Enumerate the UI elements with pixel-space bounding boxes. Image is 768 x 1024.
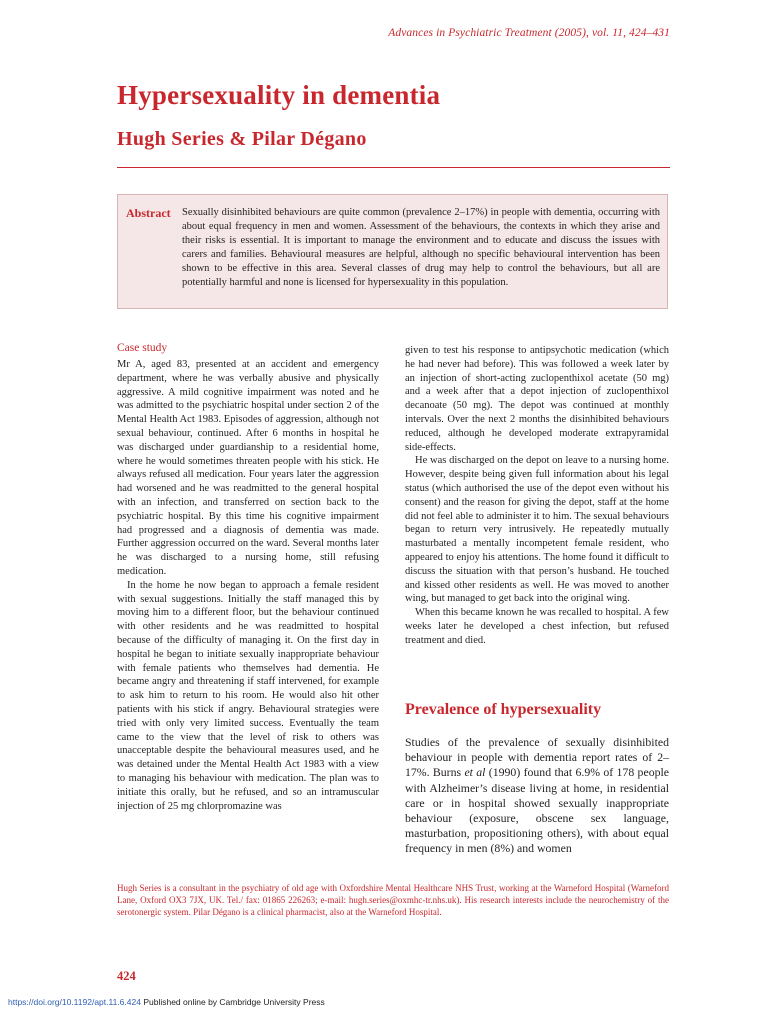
prevalence-text-italic: et al (464, 765, 486, 780)
case-paragraph-5: When this became known he was recalled to hospital. A few weeks later he developed a chest infection, but refused treatment and died. (405, 607, 669, 646)
prevalence-text-after: (1990) found that 6.9% of 178 people with Alzheimer’s disease living at home, in residential care or in hospital showed sexually inappropriate behaviour (exposure, obscene sex language, masturbation, propositioning others), with about equal frequency in men (8%) and women (405, 765, 670, 856)
abstract-text: Sexually disinhibited behaviours are quite common (prevalence 2–17%) in people with dementia, occurring with about equal frequency in men and women. Assessment of the behaviours, the contexts in which they arise and their risks is essential. It is important to manage the environment and to educate and discuss the issues with carers and families. Behavioural measures are helpful, although no specific behavioural intervention has been shown to be effective in this area. Several classes of drug may help to control the behaviours, but all are potentially harmful and none is licensed for hypersexuality in this population. (182, 207, 660, 288)
article-title: Hypersexuality in dementia (117, 80, 441, 110)
journal-citation: Advances in Psychiatric Treatment (2005), vol. 11, 424–431 (388, 27, 670, 39)
prevalence-paragraph (405, 735, 669, 857)
page-number: 424 (117, 969, 136, 983)
title-divider (117, 167, 670, 168)
prevalence-text-before: Studies of the prevalence of sexually disinhibited behaviour in people with dementia report rates of 2–17%. Burns (405, 735, 669, 780)
doi-published-text: Published online by Cambridge University Press (140, 997, 325, 1007)
abstract-box (117, 194, 668, 309)
case-paragraph-2: In the home he now began to approach a female resident with sexual suggestions. Initially the staff managed this by moving him to a different floor, but the behaviour continued with other residents and he was readmitted to hospital because of the difficulty of managing it. On the first day in hospital he began to initiate sexually inappropriate behaviour with female patients who themselves had dementia. He became angry and threatening if staff intervened, for example to ask him to return to his room. He would also hit other patients with his stick if angry. Behavioural strategies were tried with only very limited success. Eventually the team came to the view that the level of risk to others was unacceptable despite the behavioural measures used, and he was detained under the Mental Health Act 1983 with a view to managing his behaviour with medication. The plan was to initiate this orally, but he refused, and so an intramuscular injection of 25 mg chlorpromazine was (117, 579, 379, 812)
abstract-label: Abstract (126, 206, 171, 220)
doi-link[interactable]: https://doi.org/10.1192/apt.11.6.424 (8, 997, 141, 1007)
prevalence-heading: Prevalence of hypersexuality (405, 701, 602, 718)
right-column (405, 344, 669, 648)
case-paragraph-3: given to test his response to antipsychotic medication (which he had never had before). This was followed a week later by an injection of short-acting zuclopenthixol acetate (50 mg) and a week after that a depot injection of zuclopenthixol decanoate (50 mg). The depot was continued at monthly intervals. Over the next 2 months the disinhibited behaviours reduced, although he developed moderate extrapyramidal side-effects. (405, 345, 669, 453)
doi-bar (8, 997, 325, 1007)
case-study-heading: Case study (117, 342, 168, 354)
prevalence-text (405, 735, 669, 857)
article-authors: Hugh Series & Pilar Dégano (117, 128, 367, 150)
author-footnote: Hugh Series is a consultant in the psychiatry of old age with Oxfordshire Mental Healthcare NHS Trust, working at the Warneford Hospital (Warneford Lane, Oxford OX3 7JX, UK. Tel./ fax: 01865 226263; e-mail: hugh.series@oxmhc-tr.nhs.uk). His research interests include the neurochemistry of the serotonergic system. Pilar Dégano is a clinical pharmacist, also at the Warneford Hospital. (117, 883, 669, 917)
left-column (117, 358, 379, 813)
case-paragraph-4: He was discharged on the depot on leave to a nursing home. However, despite being given full information about his legal status (which authorised the use of the depot even without his consent) and the reason for giving the depot, staff at the home did not feel able to administer it to him. The sexual behaviours began to return very intrusively. He repeatedly mutually masturbated a mentally incompetent female resident, who appeared to enjoy his attentions. The home found it difficult to discuss the situation with that person’s husband. He touched and kissed other residents as well. He was moved to another wing, but managed to get back into the original wing. (405, 455, 669, 605)
case-paragraph-1: Mr A, aged 83, presented at an accident and emergency department, where he was verbally abusive and physically aggressive. A mild cognitive impairment was noted and he was admitted to the psychiatric hospital under section 2 of the Mental Health Act 1983. Episodes of aggression, although not sexual behaviour, continued. After 6 months in hospital he was discharged under guardianship to a residential home, where he would sometimes threaten people with his stick. He always refused all medication. Four years later the aggression had worsened and he was readmitted to the general hospital with an infection, and transferred on section back to the psychiatric hospital. By this time his cognitive impairment had progressed and a diagnosis of dementia was made. Further aggression occurred on the ward. Several months later he was discharged to a nursing home, still refusing medication. (117, 359, 379, 577)
